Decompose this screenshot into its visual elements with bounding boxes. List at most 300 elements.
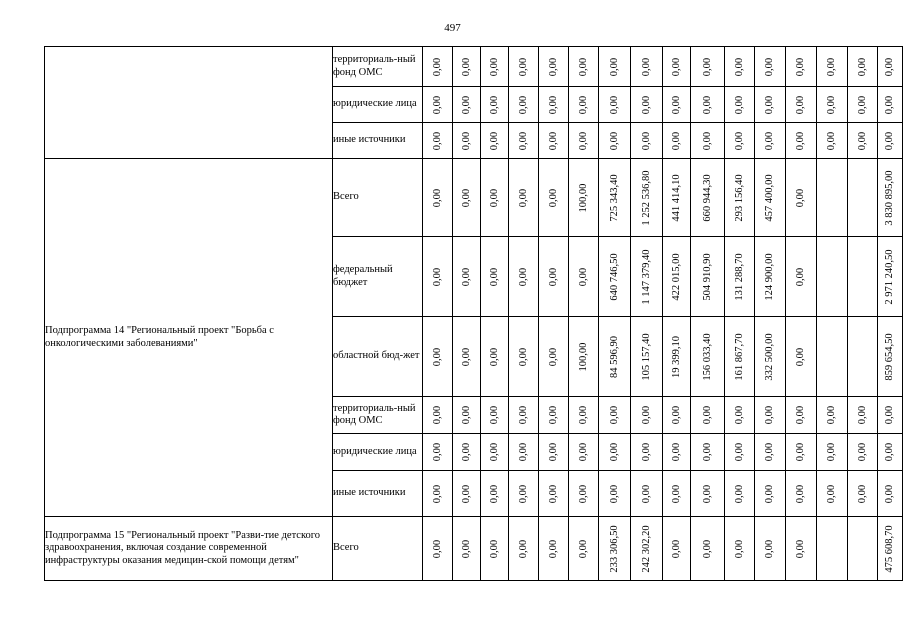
value-cell bbox=[423, 87, 453, 123]
value-cell bbox=[599, 471, 631, 517]
value-cell bbox=[481, 159, 509, 237]
value-cell bbox=[725, 317, 755, 397]
value-text: 0,00 bbox=[460, 131, 472, 150]
value-text: 0,00 bbox=[856, 442, 868, 462]
empty-cell bbox=[817, 159, 848, 237]
value-cell bbox=[599, 434, 631, 471]
value-text: 0,00 bbox=[488, 484, 500, 503]
value-cell bbox=[539, 471, 569, 517]
value-cell bbox=[423, 159, 453, 237]
value-text: 0,00 bbox=[460, 57, 472, 76]
value-cell bbox=[725, 517, 755, 581]
value-text: 475 608,70 bbox=[883, 524, 895, 573]
value-text: 0,00 bbox=[733, 442, 745, 462]
value-text: 0,00 bbox=[670, 131, 682, 150]
value-cell bbox=[453, 517, 481, 581]
value-text: 100,00 bbox=[577, 183, 589, 212]
value-text: 0,00 bbox=[577, 442, 589, 462]
value-cell bbox=[878, 237, 903, 317]
value-text: 0,00 bbox=[577, 484, 589, 503]
value-text: 0,00 bbox=[488, 57, 500, 76]
value-text: 0,00 bbox=[547, 188, 559, 207]
value-text: 0,00 bbox=[608, 405, 620, 425]
value-cell bbox=[848, 434, 878, 471]
value-cell bbox=[848, 123, 878, 159]
value-text: 0,00 bbox=[577, 405, 589, 425]
value-text: 0,00 bbox=[763, 539, 775, 558]
table-row bbox=[45, 159, 903, 237]
value-cell bbox=[423, 434, 453, 471]
value-cell bbox=[423, 237, 453, 317]
value-cell bbox=[599, 517, 631, 581]
value-text: 0,00 bbox=[763, 405, 775, 425]
value-text: 0,00 bbox=[431, 347, 443, 366]
value-text: 131 288,70 bbox=[733, 252, 745, 301]
value-cell bbox=[569, 397, 599, 434]
value-cell bbox=[725, 47, 755, 87]
funding-source-cell: Всего bbox=[333, 517, 423, 581]
value-text: 242 302,20 bbox=[640, 524, 652, 573]
value-cell bbox=[691, 159, 725, 237]
value-cell bbox=[631, 397, 663, 434]
value-cell bbox=[691, 317, 725, 397]
value-cell bbox=[509, 123, 539, 159]
value-text: 0,00 bbox=[547, 347, 559, 366]
value-text: 105 157,40 bbox=[640, 332, 652, 381]
value-cell bbox=[509, 317, 539, 397]
value-text: 0,00 bbox=[517, 95, 529, 114]
value-text: 0,00 bbox=[517, 347, 529, 366]
funding-source-cell: Всего bbox=[333, 159, 423, 237]
value-cell bbox=[663, 471, 691, 517]
value-text: 0,00 bbox=[701, 131, 713, 150]
value-cell bbox=[755, 237, 786, 317]
value-text: 0,00 bbox=[460, 539, 472, 558]
value-cell bbox=[423, 471, 453, 517]
value-cell bbox=[631, 471, 663, 517]
value-cell bbox=[569, 159, 599, 237]
value-cell bbox=[755, 517, 786, 581]
funding-source-cell: областной бюд-жет bbox=[333, 317, 423, 397]
value-text: 0,00 bbox=[794, 539, 806, 558]
value-cell bbox=[631, 47, 663, 87]
value-text: 3 830 895,00 bbox=[883, 169, 895, 226]
value-cell bbox=[878, 397, 903, 434]
value-cell bbox=[755, 159, 786, 237]
value-cell bbox=[509, 159, 539, 237]
value-text: 0,00 bbox=[640, 442, 652, 462]
value-cell bbox=[725, 159, 755, 237]
value-text: 0,00 bbox=[488, 539, 500, 558]
value-cell bbox=[481, 123, 509, 159]
value-text: 457 400,00 bbox=[763, 173, 775, 222]
funding-source-cell: иные источники bbox=[333, 471, 423, 517]
value-text: 0,00 bbox=[517, 267, 529, 286]
value-text: 0,00 bbox=[763, 484, 775, 503]
value-cell bbox=[599, 317, 631, 397]
value-text: 0,00 bbox=[701, 539, 713, 558]
value-cell bbox=[725, 123, 755, 159]
value-text: 0,00 bbox=[856, 131, 868, 150]
value-cell bbox=[755, 47, 786, 87]
value-cell bbox=[453, 397, 481, 434]
value-text: 0,00 bbox=[547, 539, 559, 558]
value-cell bbox=[423, 123, 453, 159]
value-text: 0,00 bbox=[763, 442, 775, 462]
value-text: 0,00 bbox=[883, 95, 895, 114]
value-cell bbox=[539, 517, 569, 581]
value-text: 0,00 bbox=[431, 484, 443, 503]
value-text: 0,00 bbox=[431, 188, 443, 207]
value-text: 0,00 bbox=[517, 539, 529, 558]
funding-source-cell: территориаль-ный фонд ОМС bbox=[333, 47, 423, 87]
value-cell bbox=[599, 159, 631, 237]
value-cell bbox=[691, 237, 725, 317]
value-cell bbox=[509, 397, 539, 434]
value-text: 0,00 bbox=[460, 267, 472, 286]
value-cell bbox=[725, 87, 755, 123]
value-cell bbox=[631, 517, 663, 581]
value-cell bbox=[631, 87, 663, 123]
value-text: 0,00 bbox=[794, 405, 806, 425]
value-cell bbox=[691, 87, 725, 123]
value-cell bbox=[539, 87, 569, 123]
value-text: 0,00 bbox=[640, 484, 652, 503]
value-text: 0,00 bbox=[460, 442, 472, 462]
value-text: 0,00 bbox=[577, 95, 589, 114]
value-text: 0,00 bbox=[547, 57, 559, 76]
value-text: 0,00 bbox=[547, 405, 559, 425]
value-cell bbox=[481, 87, 509, 123]
value-cell bbox=[848, 47, 878, 87]
value-text: 0,00 bbox=[856, 95, 868, 114]
value-cell bbox=[878, 47, 903, 87]
value-cell bbox=[817, 397, 848, 434]
value-text: 0,00 bbox=[733, 57, 745, 76]
value-text: 19 399,10 bbox=[670, 335, 682, 378]
value-text: 0,00 bbox=[763, 57, 775, 76]
value-cell bbox=[878, 471, 903, 517]
value-text: 0,00 bbox=[670, 405, 682, 425]
value-cell bbox=[453, 87, 481, 123]
page-number: 497 bbox=[444, 22, 461, 34]
table-row bbox=[45, 517, 903, 581]
value-cell bbox=[691, 471, 725, 517]
value-text: 0,00 bbox=[577, 131, 589, 150]
value-text: 0,00 bbox=[431, 131, 443, 150]
value-cell bbox=[569, 471, 599, 517]
funding-source-cell: территориаль-ный фонд ОМС bbox=[333, 397, 423, 434]
value-text: 0,00 bbox=[547, 131, 559, 150]
value-text: 0,00 bbox=[763, 131, 775, 150]
funding-source-cell: федеральный бюджет bbox=[333, 237, 423, 317]
value-text: 0,00 bbox=[577, 57, 589, 76]
value-cell bbox=[569, 237, 599, 317]
value-text: 0,00 bbox=[577, 539, 589, 558]
value-cell bbox=[786, 434, 817, 471]
value-cell bbox=[481, 397, 509, 434]
empty-cell bbox=[817, 237, 848, 317]
value-text: 725 343,40 bbox=[608, 173, 620, 222]
value-cell bbox=[878, 434, 903, 471]
value-text: 0,00 bbox=[670, 95, 682, 114]
value-text: 0,00 bbox=[608, 131, 620, 150]
value-cell bbox=[569, 434, 599, 471]
value-cell bbox=[755, 434, 786, 471]
value-cell bbox=[691, 517, 725, 581]
funding-source-cell: иные источники bbox=[333, 123, 423, 159]
value-text: 0,00 bbox=[608, 442, 620, 462]
value-cell bbox=[817, 87, 848, 123]
empty-cell bbox=[848, 237, 878, 317]
value-cell bbox=[453, 434, 481, 471]
program-name-cell: Подпрограмма 14 "Региональный проект "Борьба с онкологическими заболеваниями" bbox=[45, 159, 333, 517]
value-text: 100,00 bbox=[577, 342, 589, 371]
value-text: 422 015,00 bbox=[670, 252, 682, 301]
funding-source-cell: юридические лица bbox=[333, 87, 423, 123]
value-text: 0,00 bbox=[460, 484, 472, 503]
value-text: 0,00 bbox=[640, 405, 652, 425]
value-text: 0,00 bbox=[431, 442, 443, 462]
value-cell bbox=[569, 47, 599, 87]
value-text: 0,00 bbox=[547, 267, 559, 286]
value-cell bbox=[539, 317, 569, 397]
empty-cell bbox=[848, 159, 878, 237]
value-text: 0,00 bbox=[517, 484, 529, 503]
value-text: 0,00 bbox=[517, 131, 529, 150]
value-cell bbox=[599, 87, 631, 123]
program-name-cell: Подпрограмма 15 "Региональный проект "Разви-тие детского здравоохранения, включая создание современной инфраструктуры оказания медицин-ской помощи детям" bbox=[45, 517, 333, 581]
value-text: 0,00 bbox=[517, 188, 529, 207]
value-text: 293 156,40 bbox=[733, 173, 745, 222]
value-cell bbox=[453, 123, 481, 159]
value-text: 0,00 bbox=[640, 131, 652, 150]
value-text: 0,00 bbox=[794, 131, 806, 150]
value-cell bbox=[569, 123, 599, 159]
value-cell bbox=[481, 237, 509, 317]
value-text: 0,00 bbox=[856, 57, 868, 76]
value-text: 504 910,90 bbox=[701, 252, 713, 301]
value-text: 0,00 bbox=[460, 95, 472, 114]
value-text: 0,00 bbox=[670, 442, 682, 462]
value-cell bbox=[539, 397, 569, 434]
value-cell bbox=[663, 159, 691, 237]
value-text: 0,00 bbox=[608, 95, 620, 114]
value-cell bbox=[848, 471, 878, 517]
value-text: 0,00 bbox=[825, 95, 837, 114]
value-text: 1 252 536,80 bbox=[640, 169, 652, 226]
value-cell bbox=[663, 87, 691, 123]
value-cell bbox=[878, 123, 903, 159]
value-text: 0,00 bbox=[488, 347, 500, 366]
value-text: 0,00 bbox=[431, 539, 443, 558]
value-cell bbox=[691, 397, 725, 434]
table-row bbox=[45, 47, 903, 87]
value-cell bbox=[691, 123, 725, 159]
value-cell bbox=[599, 123, 631, 159]
value-text: 233 306,50 bbox=[608, 524, 620, 573]
value-text: 0,00 bbox=[794, 484, 806, 503]
value-text: 441 414,10 bbox=[670, 173, 682, 222]
budget-table bbox=[44, 46, 903, 581]
value-cell bbox=[481, 317, 509, 397]
value-text: 0,00 bbox=[794, 188, 806, 207]
value-text: 0,00 bbox=[883, 131, 895, 150]
value-text: 0,00 bbox=[733, 95, 745, 114]
value-cell bbox=[786, 317, 817, 397]
value-cell bbox=[878, 87, 903, 123]
value-cell bbox=[817, 47, 848, 87]
value-cell bbox=[509, 517, 539, 581]
value-cell bbox=[509, 471, 539, 517]
value-cell bbox=[631, 159, 663, 237]
value-text: 0,00 bbox=[460, 347, 472, 366]
value-text: 0,00 bbox=[763, 95, 775, 114]
value-text: 0,00 bbox=[733, 539, 745, 558]
value-cell bbox=[481, 517, 509, 581]
value-cell bbox=[786, 237, 817, 317]
empty-cell bbox=[817, 317, 848, 397]
value-cell bbox=[786, 87, 817, 123]
value-text: 0,00 bbox=[794, 267, 806, 286]
value-cell bbox=[599, 47, 631, 87]
value-cell bbox=[631, 317, 663, 397]
value-text: 0,00 bbox=[488, 95, 500, 114]
value-cell bbox=[878, 517, 903, 581]
value-text: 0,00 bbox=[517, 442, 529, 462]
value-cell bbox=[539, 159, 569, 237]
value-text: 0,00 bbox=[856, 405, 868, 425]
program-name-cell bbox=[45, 47, 333, 159]
value-text: 0,00 bbox=[640, 57, 652, 76]
value-text: 0,00 bbox=[883, 484, 895, 503]
value-text: 0,00 bbox=[547, 95, 559, 114]
value-cell bbox=[631, 237, 663, 317]
value-text: 0,00 bbox=[825, 57, 837, 76]
value-text: 0,00 bbox=[517, 57, 529, 76]
value-text: 0,00 bbox=[547, 442, 559, 462]
value-cell bbox=[725, 237, 755, 317]
value-text: 0,00 bbox=[431, 57, 443, 76]
value-cell bbox=[817, 434, 848, 471]
value-text: 0,00 bbox=[670, 57, 682, 76]
value-text: 0,00 bbox=[517, 405, 529, 425]
value-cell bbox=[691, 47, 725, 87]
value-cell bbox=[599, 237, 631, 317]
value-text: 0,00 bbox=[488, 267, 500, 286]
value-text: 0,00 bbox=[794, 57, 806, 76]
value-cell bbox=[569, 317, 599, 397]
value-text: 0,00 bbox=[608, 484, 620, 503]
value-text: 0,00 bbox=[460, 188, 472, 207]
value-text: 0,00 bbox=[825, 131, 837, 150]
value-text: 124 900,00 bbox=[763, 252, 775, 301]
value-cell bbox=[663, 317, 691, 397]
value-text: 0,00 bbox=[733, 484, 745, 503]
value-text: 0,00 bbox=[883, 405, 895, 425]
empty-cell bbox=[848, 317, 878, 397]
value-cell bbox=[817, 471, 848, 517]
value-cell bbox=[509, 434, 539, 471]
value-cell bbox=[663, 237, 691, 317]
value-cell bbox=[848, 87, 878, 123]
value-text: 0,00 bbox=[577, 267, 589, 286]
value-cell bbox=[453, 47, 481, 87]
value-text: 0,00 bbox=[883, 57, 895, 76]
value-text: 0,00 bbox=[701, 484, 713, 503]
value-text: 859 654,50 bbox=[883, 332, 895, 381]
value-cell bbox=[755, 471, 786, 517]
value-cell bbox=[725, 471, 755, 517]
value-text: 0,00 bbox=[431, 267, 443, 286]
value-cell bbox=[539, 237, 569, 317]
value-text: 640 746,50 bbox=[608, 252, 620, 301]
value-cell bbox=[539, 47, 569, 87]
value-cell bbox=[423, 317, 453, 397]
value-text: 0,00 bbox=[640, 95, 652, 114]
value-text: 332 500,00 bbox=[763, 332, 775, 381]
value-text: 1 147 379,40 bbox=[640, 248, 652, 305]
value-text: 0,00 bbox=[883, 442, 895, 462]
value-text: 0,00 bbox=[825, 442, 837, 462]
value-text: 0,00 bbox=[488, 405, 500, 425]
value-text: 0,00 bbox=[670, 539, 682, 558]
value-cell bbox=[691, 434, 725, 471]
value-text: 0,00 bbox=[488, 442, 500, 462]
value-cell bbox=[663, 397, 691, 434]
empty-cell bbox=[848, 517, 878, 581]
value-cell bbox=[848, 397, 878, 434]
value-cell bbox=[878, 159, 903, 237]
value-cell bbox=[786, 123, 817, 159]
value-text: 0,00 bbox=[794, 347, 806, 366]
value-cell bbox=[481, 434, 509, 471]
value-cell bbox=[631, 434, 663, 471]
value-text: 0,00 bbox=[701, 57, 713, 76]
value-text: 0,00 bbox=[794, 95, 806, 114]
value-cell bbox=[423, 517, 453, 581]
value-cell bbox=[755, 123, 786, 159]
value-cell bbox=[786, 397, 817, 434]
value-text: 0,00 bbox=[856, 484, 868, 503]
value-text: 0,00 bbox=[547, 484, 559, 503]
funding-source-cell: юридические лица bbox=[333, 434, 423, 471]
value-cell bbox=[755, 397, 786, 434]
value-cell bbox=[569, 517, 599, 581]
value-cell bbox=[755, 317, 786, 397]
value-text: 660 944,30 bbox=[701, 173, 713, 222]
value-text: 0,00 bbox=[701, 405, 713, 425]
value-cell bbox=[663, 517, 691, 581]
value-cell bbox=[786, 159, 817, 237]
value-text: 0,00 bbox=[608, 57, 620, 76]
value-cell bbox=[453, 471, 481, 517]
value-text: 0,00 bbox=[488, 131, 500, 150]
value-cell bbox=[481, 471, 509, 517]
value-cell bbox=[663, 434, 691, 471]
value-text: 2 971 240,50 bbox=[883, 248, 895, 305]
value-cell bbox=[878, 317, 903, 397]
value-cell bbox=[663, 47, 691, 87]
value-cell bbox=[423, 397, 453, 434]
value-text: 0,00 bbox=[701, 95, 713, 114]
value-text: 0,00 bbox=[460, 405, 472, 425]
value-text: 84 596,90 bbox=[608, 335, 620, 378]
value-text: 0,00 bbox=[733, 131, 745, 150]
value-cell bbox=[453, 317, 481, 397]
value-cell bbox=[663, 123, 691, 159]
value-text: 0,00 bbox=[794, 442, 806, 462]
